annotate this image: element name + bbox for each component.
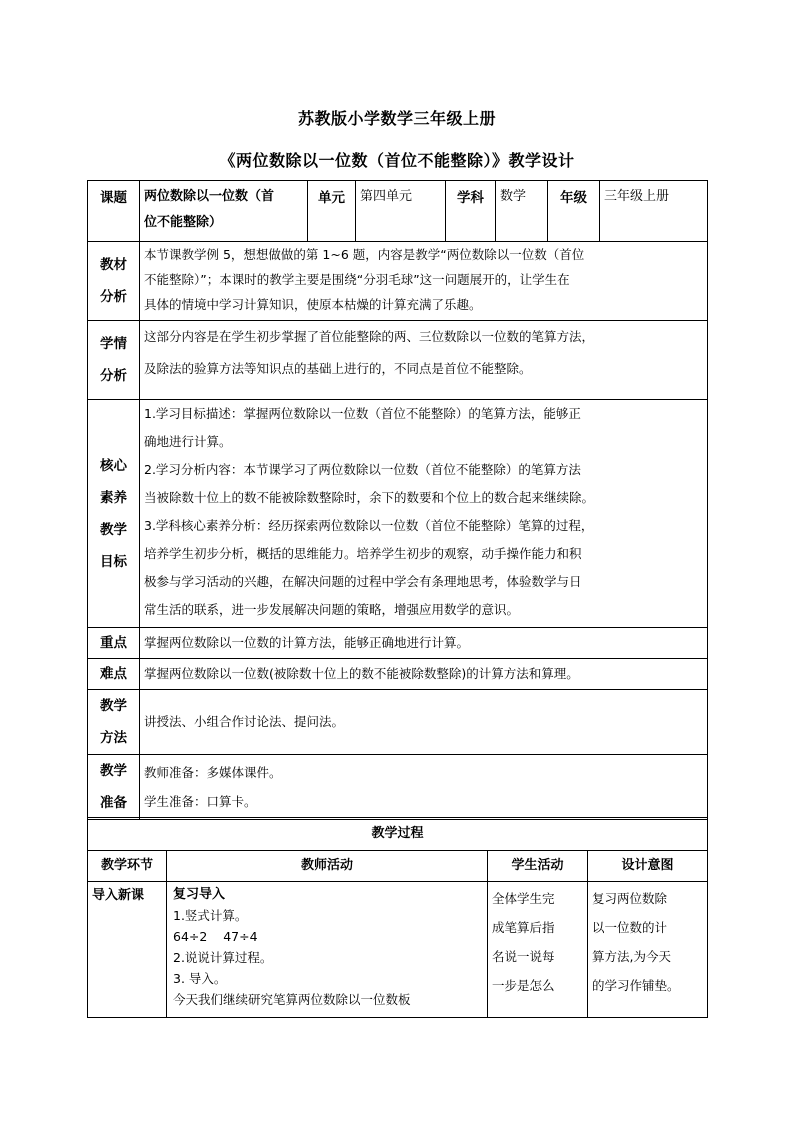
core-goals-text: 1.学习目标描述：掌握两位数除以一位数（首位不能整除）的笔算方法，能够正 确地进行计算。 2.学习分析内容：本节课学习了两位数除以一位数（首位不能整除）的笔算方法 当被除数十位上的数不能被除数整除时，余下的数要和个位上的数合起来继续除。 3.学科核心素养分析：经历探索两位数除以一位数（首位不能整除）笔算的过程， 培养学生初步分析，概括的思维能力。培养学生初步的观察，动手操作能力和积 极参与学习活动的兴趣，在解决问题的过程中学会有条理地思考，体验数学与日 常生活的联系，进一步发展解决问题的策略，增强应用数学的意识。 — [140, 400, 708, 628]
methods-label: 教学 方法 — [88, 690, 140, 755]
unit-label: 单元 — [308, 181, 356, 242]
info-row — [88, 181, 708, 242]
topic-value: 两位数除以一位数（首 位不能整除） — [140, 181, 308, 242]
key-point-row — [88, 628, 708, 659]
subject-value: 数学 — [496, 181, 548, 242]
topic-label: 课题 — [88, 181, 140, 242]
grade-label: 年级 — [548, 181, 600, 242]
preparation-label: 教学 准备 — [88, 755, 140, 820]
process-title: 教学过程 — [88, 818, 708, 851]
learner-analysis-text: 这部分内容是在学生初步掌握了首位能整除的两、三位数除以一位数的笔算方法， 及除法的验算方法等知识点的基础上进行的，不同点是首位不能整除。 — [140, 321, 708, 400]
core-goals-row — [88, 400, 708, 628]
preparation-text: 教师准备：多媒体课件。 学生准备：口算卡。 — [140, 755, 708, 820]
teacher-heading: 复习导入 — [173, 887, 226, 902]
preparation-row — [88, 755, 708, 820]
key-point-label: 重点 — [88, 628, 140, 659]
methods-text: 讲授法、小组合作讨论法、提问法。 — [140, 690, 708, 755]
unit-value: 第四单元 — [356, 181, 446, 242]
row-design-intent: 复习两位数除 以一位数的计 算方法,为今天 的学习作铺垫。 — [588, 882, 708, 1018]
learner-analysis-row — [88, 321, 708, 400]
lesson-info-table — [87, 180, 708, 820]
process-title-row — [88, 818, 708, 851]
key-point-text: 掌握两位数除以一位数的计算方法，能够正确地进行计算。 — [140, 628, 708, 659]
teaching-process-table — [87, 817, 708, 1018]
header-intent: 设计意图 — [588, 851, 708, 882]
difficulty-label: 难点 — [88, 659, 140, 690]
textbook-analysis-label: 教材 分析 — [88, 242, 140, 321]
learner-analysis-label: 学情 分析 — [88, 321, 140, 400]
header-stage: 教学环节 — [88, 851, 167, 882]
header-student: 学生活动 — [488, 851, 588, 882]
doc-title: 苏教版小学数学三年级上册 — [297, 109, 496, 128]
row-teacher-activity: 复习导入 1.竖式计算。 64÷2 47÷4 2.说说计算过程。 3. 导入。 今天我们继续研究笔算两位数除以一位数板 — [167, 882, 488, 1018]
subject-label: 学科 — [446, 181, 496, 242]
process-row — [88, 882, 708, 1018]
difficulty-text: 掌握两位数除以一位数(被除数十位上的数不能被除数整除)的计算方法和算理。 — [140, 659, 708, 690]
difficulty-row — [88, 659, 708, 690]
methods-row — [88, 690, 708, 755]
doc-subtitle: 《两位数除以一位数（首位不能整除）》教学设计 — [219, 151, 575, 170]
row-student-activity: 全体学生完 成笔算后指 名说一说每 一步是怎么 — [488, 882, 588, 1018]
textbook-analysis-row — [88, 242, 708, 321]
core-goals-label: 核心 素养 教学 目标 — [88, 400, 140, 628]
grade-value: 三年级上册 — [600, 181, 708, 242]
process-header-row — [88, 851, 708, 882]
header-teacher: 教师活动 — [167, 851, 488, 882]
textbook-analysis-text: 本节课教学例 5，想想做做的第 1~6 题，内容是教学“两位数除以一位数（首位 不能整除）”；本课时的教学主要是围绕“分羽毛球”这一问题展开的，让学生在 具体的情境中学习计算知识，使原本枯燥的计算充满了乐趣。 — [140, 242, 708, 321]
row-stage: 导入新课 — [88, 882, 167, 1018]
